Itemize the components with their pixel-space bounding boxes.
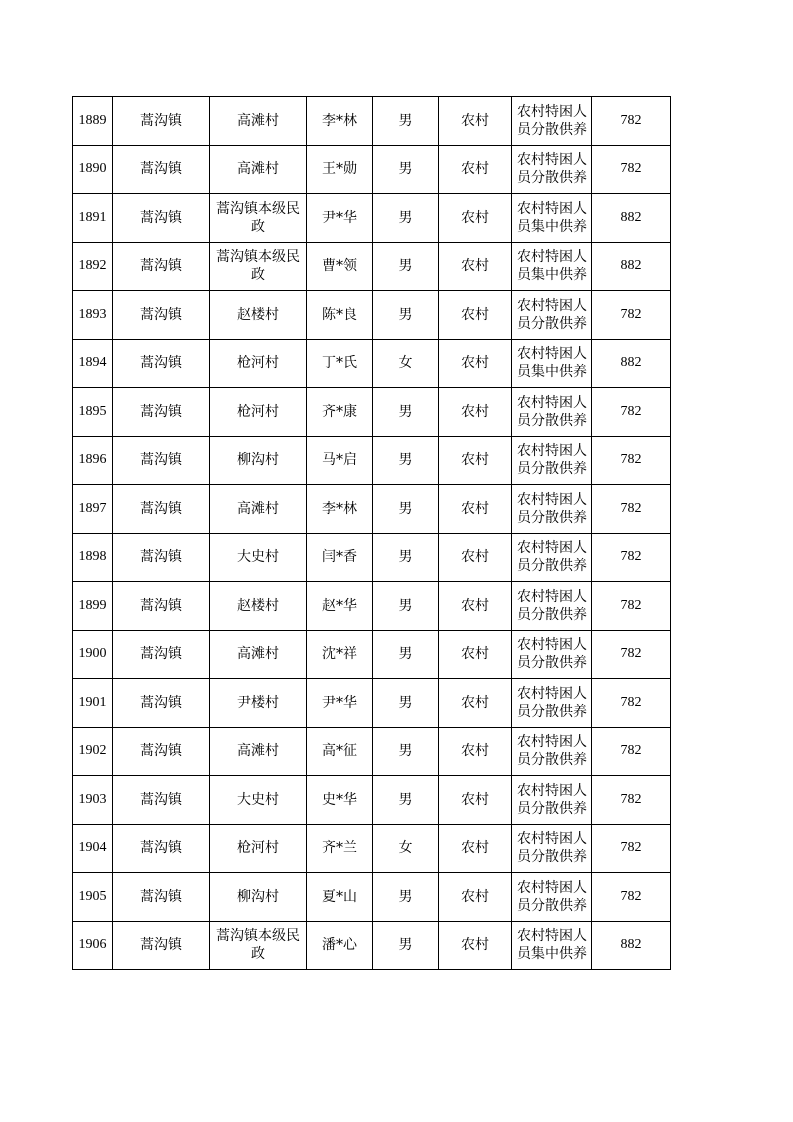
cell-town: 蒿沟镇	[113, 776, 210, 825]
table-row	[73, 679, 671, 728]
cell-serial-number: 1901	[73, 679, 113, 728]
cell-gender: 男	[373, 679, 439, 728]
cell-gender: 男	[373, 582, 439, 631]
cell-area-type: 农村	[439, 436, 512, 485]
cell-area-type: 农村	[439, 630, 512, 679]
cell-support-category: 农村特困人员分散供养	[512, 630, 592, 679]
cell-person-name: 李*林	[307, 485, 373, 534]
cell-serial-number: 1897	[73, 485, 113, 534]
cell-area-type: 农村	[439, 776, 512, 825]
table-row	[73, 194, 671, 243]
cell-area-type: 农村	[439, 921, 512, 970]
cell-gender: 男	[373, 388, 439, 437]
cell-amount: 782	[592, 291, 671, 340]
cell-serial-number: 1899	[73, 582, 113, 631]
cell-gender: 男	[373, 873, 439, 922]
cell-area-type: 农村	[439, 533, 512, 582]
cell-gender: 女	[373, 339, 439, 388]
cell-village: 赵楼村	[210, 291, 307, 340]
cell-town: 蒿沟镇	[113, 485, 210, 534]
cell-town: 蒿沟镇	[113, 339, 210, 388]
cell-person-name: 马*启	[307, 436, 373, 485]
table-row	[73, 727, 671, 776]
cell-village: 赵楼村	[210, 582, 307, 631]
table-row	[73, 388, 671, 437]
cell-amount: 782	[592, 776, 671, 825]
cell-serial-number: 1896	[73, 436, 113, 485]
cell-village: 高滩村	[210, 145, 307, 194]
cell-town: 蒿沟镇	[113, 291, 210, 340]
cell-village: 尹楼村	[210, 679, 307, 728]
cell-support-category: 农村特困人员集中供养	[512, 194, 592, 243]
cell-amount: 782	[592, 533, 671, 582]
cell-person-name: 王*勋	[307, 145, 373, 194]
cell-support-category: 农村特困人员分散供养	[512, 485, 592, 534]
cell-amount: 782	[592, 97, 671, 146]
cell-area-type: 农村	[439, 485, 512, 534]
cell-support-category: 农村特困人员分散供养	[512, 388, 592, 437]
cell-village: 高滩村	[210, 485, 307, 534]
cell-town: 蒿沟镇	[113, 388, 210, 437]
cell-serial-number: 1900	[73, 630, 113, 679]
cell-area-type: 农村	[439, 679, 512, 728]
table-row	[73, 921, 671, 970]
cell-person-name: 齐*兰	[307, 824, 373, 873]
cell-serial-number: 1905	[73, 873, 113, 922]
cell-town: 蒿沟镇	[113, 194, 210, 243]
cell-village: 枪河村	[210, 824, 307, 873]
cell-area-type: 农村	[439, 194, 512, 243]
table-row	[73, 824, 671, 873]
cell-serial-number: 1893	[73, 291, 113, 340]
cell-village: 高滩村	[210, 727, 307, 776]
cell-amount: 782	[592, 873, 671, 922]
cell-village: 高滩村	[210, 630, 307, 679]
cell-serial-number: 1906	[73, 921, 113, 970]
table-row	[73, 485, 671, 534]
cell-town: 蒿沟镇	[113, 873, 210, 922]
table-row	[73, 242, 671, 291]
cell-amount: 782	[592, 824, 671, 873]
cell-gender: 男	[373, 727, 439, 776]
cell-person-name: 曹*领	[307, 242, 373, 291]
cell-village: 枪河村	[210, 388, 307, 437]
cell-town: 蒿沟镇	[113, 582, 210, 631]
cell-area-type: 农村	[439, 873, 512, 922]
cell-person-name: 李*林	[307, 97, 373, 146]
cell-area-type: 农村	[439, 824, 512, 873]
cell-town: 蒿沟镇	[113, 145, 210, 194]
cell-village: 柳沟村	[210, 436, 307, 485]
cell-gender: 女	[373, 824, 439, 873]
cell-serial-number: 1904	[73, 824, 113, 873]
cell-support-category: 农村特困人员集中供养	[512, 339, 592, 388]
table-row	[73, 145, 671, 194]
cell-serial-number: 1889	[73, 97, 113, 146]
cell-person-name: 尹*华	[307, 679, 373, 728]
cell-area-type: 农村	[439, 388, 512, 437]
cell-support-category: 农村特困人员分散供养	[512, 727, 592, 776]
cell-amount: 882	[592, 339, 671, 388]
cell-person-name: 尹*华	[307, 194, 373, 243]
cell-amount: 782	[592, 679, 671, 728]
cell-amount: 882	[592, 921, 671, 970]
cell-village: 大史村	[210, 776, 307, 825]
cell-gender: 男	[373, 194, 439, 243]
cell-amount: 782	[592, 436, 671, 485]
cell-village: 蒿沟镇本级民政	[210, 921, 307, 970]
table-row	[73, 533, 671, 582]
cell-amount: 882	[592, 194, 671, 243]
cell-area-type: 农村	[439, 582, 512, 631]
cell-gender: 男	[373, 436, 439, 485]
cell-area-type: 农村	[439, 145, 512, 194]
cell-support-category: 农村特困人员集中供养	[512, 242, 592, 291]
table-row	[73, 630, 671, 679]
cell-village: 蒿沟镇本级民政	[210, 242, 307, 291]
cell-area-type: 农村	[439, 727, 512, 776]
cell-gender: 男	[373, 242, 439, 291]
cell-support-category: 农村特困人员分散供养	[512, 824, 592, 873]
cell-village: 高滩村	[210, 97, 307, 146]
cell-town: 蒿沟镇	[113, 436, 210, 485]
cell-town: 蒿沟镇	[113, 824, 210, 873]
cell-gender: 男	[373, 630, 439, 679]
cell-village: 枪河村	[210, 339, 307, 388]
table-row	[73, 582, 671, 631]
cell-town: 蒿沟镇	[113, 97, 210, 146]
cell-serial-number: 1894	[73, 339, 113, 388]
table-row	[73, 873, 671, 922]
cell-amount: 782	[592, 388, 671, 437]
cell-area-type: 农村	[439, 291, 512, 340]
cell-serial-number: 1895	[73, 388, 113, 437]
cell-gender: 男	[373, 291, 439, 340]
cell-town: 蒿沟镇	[113, 630, 210, 679]
table-row	[73, 97, 671, 146]
cell-amount: 882	[592, 242, 671, 291]
cell-person-name: 赵*华	[307, 582, 373, 631]
cell-amount: 782	[592, 630, 671, 679]
cell-serial-number: 1903	[73, 776, 113, 825]
cell-amount: 782	[592, 485, 671, 534]
cell-village: 柳沟村	[210, 873, 307, 922]
cell-person-name: 潘*心	[307, 921, 373, 970]
cell-person-name: 高*征	[307, 727, 373, 776]
cell-support-category: 农村特困人员分散供养	[512, 679, 592, 728]
cell-support-category: 农村特困人员集中供养	[512, 921, 592, 970]
records-body	[73, 97, 671, 970]
cell-village: 大史村	[210, 533, 307, 582]
cell-serial-number: 1891	[73, 194, 113, 243]
cell-serial-number: 1902	[73, 727, 113, 776]
table-row	[73, 339, 671, 388]
cell-gender: 男	[373, 776, 439, 825]
cell-person-name: 丁*氏	[307, 339, 373, 388]
cell-serial-number: 1892	[73, 242, 113, 291]
cell-town: 蒿沟镇	[113, 921, 210, 970]
cell-support-category: 农村特困人员分散供养	[512, 776, 592, 825]
cell-town: 蒿沟镇	[113, 533, 210, 582]
table-row	[73, 436, 671, 485]
cell-support-category: 农村特困人员分散供养	[512, 873, 592, 922]
cell-gender: 男	[373, 533, 439, 582]
records-table	[72, 96, 671, 970]
cell-town: 蒿沟镇	[113, 727, 210, 776]
cell-amount: 782	[592, 145, 671, 194]
cell-area-type: 农村	[439, 242, 512, 291]
cell-person-name: 闫*香	[307, 533, 373, 582]
cell-support-category: 农村特困人员分散供养	[512, 145, 592, 194]
cell-village: 蒿沟镇本级民政	[210, 194, 307, 243]
cell-amount: 782	[592, 727, 671, 776]
cell-area-type: 农村	[439, 339, 512, 388]
cell-support-category: 农村特困人员分散供养	[512, 97, 592, 146]
cell-person-name: 沈*祥	[307, 630, 373, 679]
cell-support-category: 农村特困人员分散供养	[512, 582, 592, 631]
cell-amount: 782	[592, 582, 671, 631]
cell-gender: 男	[373, 485, 439, 534]
cell-gender: 男	[373, 145, 439, 194]
cell-serial-number: 1898	[73, 533, 113, 582]
cell-town: 蒿沟镇	[113, 679, 210, 728]
cell-support-category: 农村特困人员分散供养	[512, 436, 592, 485]
cell-area-type: 农村	[439, 97, 512, 146]
cell-serial-number: 1890	[73, 145, 113, 194]
table-row	[73, 291, 671, 340]
cell-person-name: 史*华	[307, 776, 373, 825]
cell-support-category: 农村特困人员分散供养	[512, 291, 592, 340]
cell-gender: 男	[373, 97, 439, 146]
cell-support-category: 农村特困人员分散供养	[512, 533, 592, 582]
cell-person-name: 陈*良	[307, 291, 373, 340]
cell-town: 蒿沟镇	[113, 242, 210, 291]
cell-person-name: 齐*康	[307, 388, 373, 437]
table-row	[73, 776, 671, 825]
cell-person-name: 夏*山	[307, 873, 373, 922]
cell-gender: 男	[373, 921, 439, 970]
